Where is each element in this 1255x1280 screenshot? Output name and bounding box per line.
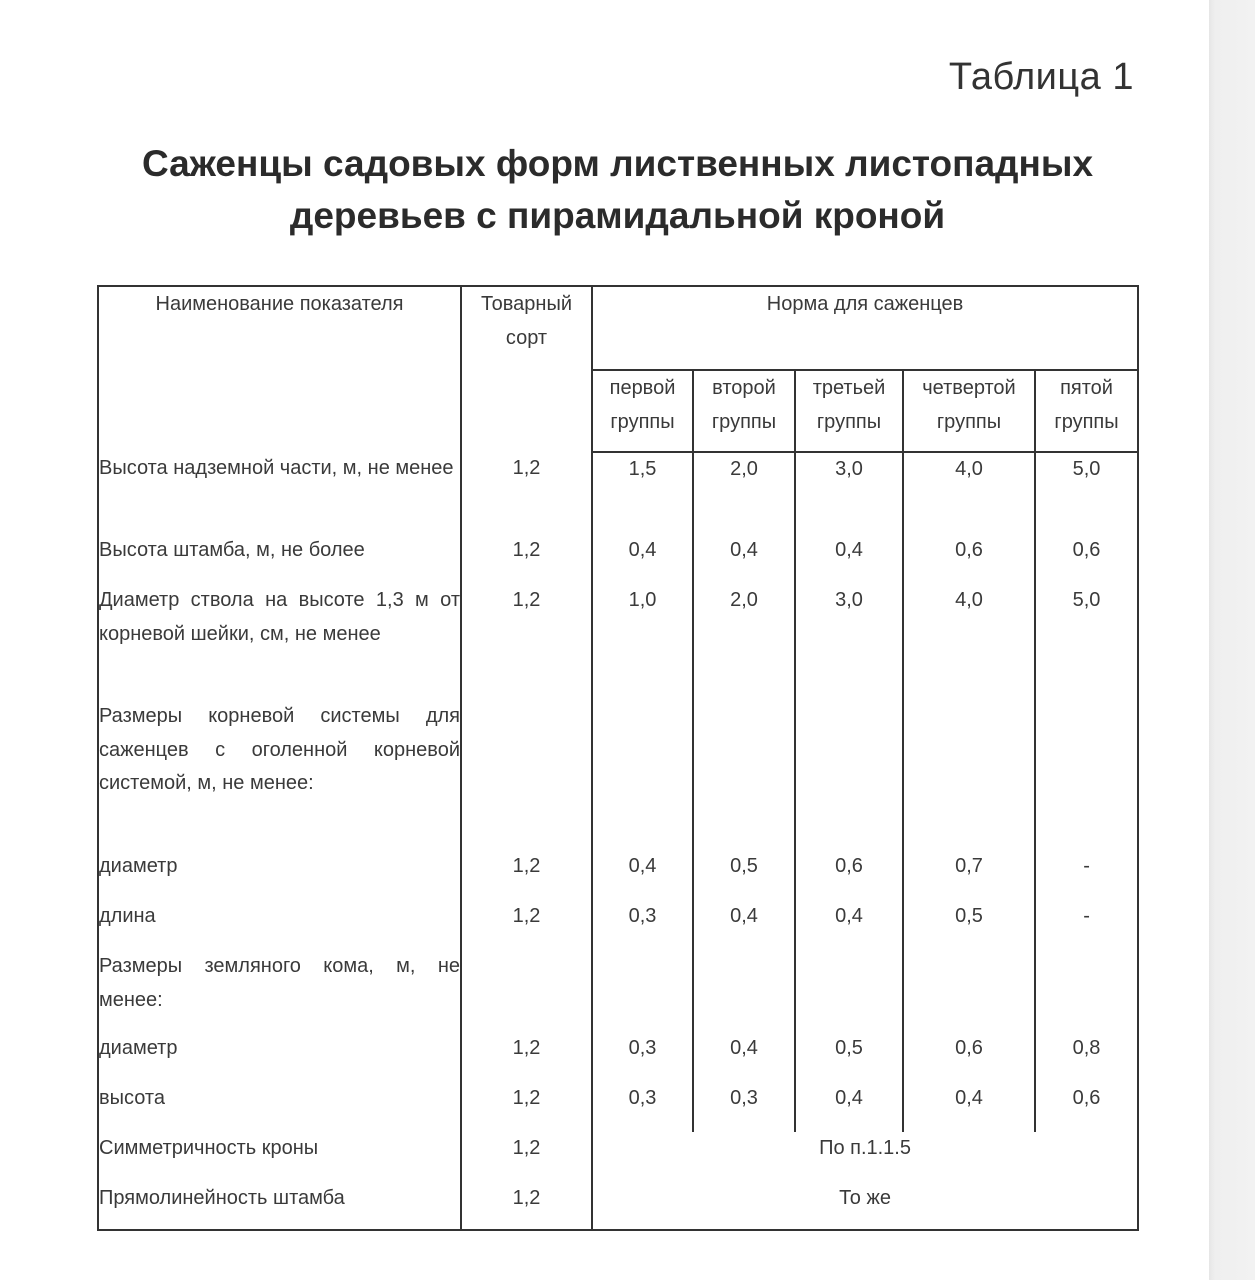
row-value-group-3: 3,0	[795, 584, 903, 700]
row-value-group-1: 0,3	[592, 1032, 693, 1082]
row-grade: 1,2	[461, 584, 592, 700]
header-group-4: четвертой группы	[903, 370, 1035, 452]
table-row	[98, 950, 1138, 1032]
row-value-group-2	[693, 950, 795, 1032]
row-grade: 1,2	[461, 534, 592, 584]
row-value-group-2: 2,0	[693, 452, 795, 534]
row-value-group-2: 0,4	[693, 1032, 795, 1082]
row-grade: 1,2	[461, 900, 592, 950]
row-value-group-4: 4,0	[903, 584, 1035, 700]
row-value-group-1: 0,4	[592, 534, 693, 584]
table-title-line-2: деревьев с пирамидальной кроной	[289, 195, 946, 236]
table-row	[98, 584, 1138, 700]
row-value-group-1: 0,3	[592, 1082, 693, 1132]
row-merged-norm: То же	[839, 1187, 891, 1209]
row-value-group-2: 0,4	[693, 900, 795, 950]
row-value-group-5: -	[1083, 855, 1090, 877]
row-value-group-4	[903, 950, 1035, 1032]
row-value-group-4: 0,7	[903, 850, 1035, 900]
row-indicator: высота	[98, 1082, 461, 1132]
row-value-group-3: 0,6	[795, 850, 903, 900]
table-row	[98, 1182, 1138, 1230]
row-grade: 1,2	[461, 1032, 592, 1082]
scrollbar-track[interactable]	[1209, 0, 1255, 1280]
row-grade: 1,2	[461, 1132, 592, 1182]
row-value-group-2	[693, 700, 795, 850]
table-row	[98, 850, 1138, 900]
header-norm: Норма для саженцев	[592, 286, 1138, 370]
table-row	[98, 700, 1138, 850]
header-group-5: пятой группы	[1035, 370, 1138, 452]
row-value-group-2: 0,4	[693, 534, 795, 584]
row-grade: 1,2	[461, 850, 592, 900]
row-value-group-4: 0,4	[903, 1082, 1035, 1132]
row-value-group-1: 1,5	[592, 452, 693, 534]
row-merged-norm: По п.1.1.5	[819, 1137, 911, 1159]
row-value-group-5: 0,8	[1072, 1037, 1101, 1059]
row-value-group-4	[903, 700, 1035, 850]
header-group-3: третьей группы	[795, 370, 903, 452]
row-value-group-2: 0,3	[693, 1082, 795, 1132]
table-row	[98, 900, 1138, 950]
row-grade	[461, 700, 592, 850]
row-value-group-4: 4,0	[903, 452, 1035, 534]
row-value-group-1: 0,3	[592, 900, 693, 950]
row-indicator: Прямолинейность штамба	[98, 1182, 461, 1230]
row-indicator: Симметричность кроны	[98, 1132, 461, 1182]
row-value-group-5	[1035, 950, 1138, 1032]
row-value-group-5: 5,0	[1072, 589, 1101, 611]
header-indicator-name: Наименование показателя	[98, 286, 461, 452]
row-indicator: длина	[98, 900, 461, 950]
header-commodity-grade: Товарный сорт	[461, 286, 592, 452]
row-value-group-4: 0,6	[903, 534, 1035, 584]
row-value-group-3	[795, 950, 903, 1032]
table-title-line-1: Саженцы садовых форм лиственных листопадных	[141, 143, 1094, 184]
row-value-group-2: 0,5	[693, 850, 795, 900]
row-grade: 1,2	[461, 452, 592, 534]
row-value-group-1: 0,4	[592, 850, 693, 900]
row-value-group-3: 0,4	[795, 1082, 903, 1132]
table-row	[98, 452, 1138, 534]
row-value-group-3: 0,5	[795, 1032, 903, 1082]
header-group-2: второй группы	[693, 370, 795, 452]
header-group-1: первой группы	[592, 370, 693, 452]
table-title	[60, 138, 1175, 242]
row-value-group-5: 0,6	[1072, 1087, 1101, 1109]
row-value-group-1	[592, 700, 693, 850]
row-value-group-4: 0,5	[903, 900, 1035, 950]
row-value-group-1: 1,0	[592, 584, 693, 700]
table-row	[98, 1082, 1138, 1132]
row-value-group-5: -	[1083, 905, 1090, 927]
row-value-group-5: 0,6	[1072, 539, 1101, 561]
row-grade	[461, 950, 592, 1032]
row-indicator: Высота штамба, м, не более	[98, 534, 461, 584]
row-indicator: диаметр	[98, 1032, 461, 1082]
row-indicator: Высота надземной части, м, не менее	[98, 452, 461, 534]
norms-table	[97, 285, 1139, 1231]
row-grade: 1,2	[461, 1082, 592, 1132]
row-value-group-5	[1035, 700, 1138, 850]
row-value-group-3: 0,4	[795, 534, 903, 584]
row-value-group-4: 0,6	[903, 1032, 1035, 1082]
row-indicator: Диаметр ствола на высоте 1,3 м от корневой шейки, см, не менее	[98, 584, 461, 700]
row-grade: 1,2	[461, 1182, 592, 1230]
table-row	[98, 1032, 1138, 1082]
row-value-group-2: 2,0	[693, 584, 795, 700]
row-value-group-3: 0,4	[795, 900, 903, 950]
row-indicator: Размеры корневой системы для саженцев с оголенной корневой системой, м, не менее:	[98, 700, 461, 850]
row-value-group-5: 5,0	[1072, 458, 1101, 480]
table-number-label: Таблица 1	[948, 56, 1134, 98]
row-value-group-1	[592, 950, 693, 1032]
row-value-group-3: 3,0	[795, 452, 903, 534]
row-indicator: Размеры земляного кома, м, не менее:	[98, 950, 461, 1032]
table-row	[98, 1132, 1138, 1182]
table-row	[98, 534, 1138, 584]
row-value-group-3	[795, 700, 903, 850]
row-indicator: диаметр	[98, 850, 461, 900]
